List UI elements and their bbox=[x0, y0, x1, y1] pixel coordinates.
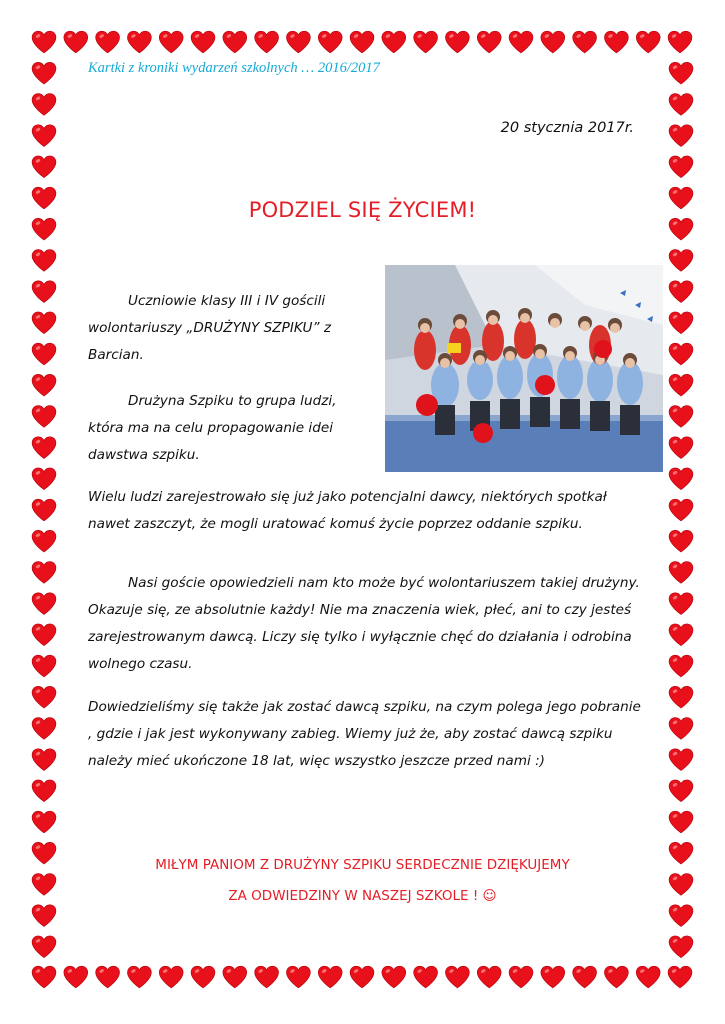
heart-icon bbox=[350, 31, 374, 53]
heart-icon bbox=[669, 156, 693, 178]
page-title: PODZIEL SIĘ ŻYCIEM! bbox=[248, 198, 477, 222]
group-photo bbox=[385, 265, 663, 472]
paragraph-5: Dowiedzieliśmy się także jak zostać dawcą szpiku, na czym polega jego pobranie , gdzie i jak jest wykonywany zabieg. Wiemy już że, aby zostać dawcą szpiku należy mieć ukończone 18 lat, więc wszystko jeszcze przed nami :) bbox=[88, 699, 641, 769]
heart-icon bbox=[669, 593, 693, 615]
heart-icon bbox=[669, 811, 693, 833]
heart-icon bbox=[669, 281, 693, 303]
heart-icon bbox=[669, 686, 693, 708]
heart-icon bbox=[64, 966, 88, 988]
heart-icon bbox=[669, 374, 693, 396]
heart-icon bbox=[191, 31, 215, 53]
heart-icon bbox=[32, 966, 56, 988]
heart-icon bbox=[669, 468, 693, 490]
heart-icon bbox=[669, 562, 693, 584]
heart-icon bbox=[541, 966, 565, 988]
heart-icon bbox=[32, 530, 56, 552]
closing-line-1: MIŁYM PANIOM Z DRUŻYNY SZPIKU SERDECZNIE DZIĘKUJEMY bbox=[155, 857, 570, 873]
heart-icon bbox=[32, 437, 56, 459]
heart-icon bbox=[32, 780, 56, 802]
heart-icon bbox=[32, 406, 56, 428]
heart-icon bbox=[669, 749, 693, 771]
heart-icon bbox=[223, 31, 247, 53]
heart-icon bbox=[414, 966, 438, 988]
heart-icon bbox=[32, 562, 56, 584]
heart-icon bbox=[350, 966, 374, 988]
heart-icon bbox=[669, 936, 693, 958]
heart-icon bbox=[669, 312, 693, 334]
heart-icon bbox=[255, 31, 279, 53]
heart-icon bbox=[32, 811, 56, 833]
paragraph-1: Uczniowie klasy III i IV gościli wolontariuszy „DRUŻYNY SZPIKU” z Barcian. bbox=[88, 293, 331, 363]
heart-icon bbox=[669, 718, 693, 740]
paragraph-2: Drużyna Szpiku to grupa ludzi, która ma na celu propagowanie idei dawstwa szpiku. bbox=[88, 393, 337, 463]
heart-icon bbox=[32, 374, 56, 396]
closing-thanks bbox=[0, 850, 725, 912]
heart-icon bbox=[414, 31, 438, 53]
heart-icon bbox=[669, 655, 693, 677]
heart-icon bbox=[191, 966, 215, 988]
heart-icon bbox=[669, 780, 693, 802]
heart-icon bbox=[636, 966, 660, 988]
heart-icon bbox=[669, 250, 693, 272]
heart-icon bbox=[669, 94, 693, 116]
heart-icon bbox=[509, 966, 533, 988]
heart-icon bbox=[32, 31, 56, 53]
heart-icon bbox=[32, 655, 56, 677]
heart-icon bbox=[32, 250, 56, 272]
heart-icon bbox=[668, 31, 692, 53]
date-line: 20 stycznia 2017r. bbox=[500, 120, 634, 136]
heart-icon bbox=[541, 31, 565, 53]
chronicle-header: Kartki z kroniki wydarzeń szkolnych … 2016/2017 bbox=[88, 60, 380, 76]
heart-icon bbox=[669, 62, 693, 84]
heart-icon bbox=[64, 31, 88, 53]
heart-icon bbox=[96, 31, 120, 53]
heart-icon bbox=[32, 624, 56, 646]
heart-icon bbox=[32, 718, 56, 740]
heart-icon bbox=[477, 31, 501, 53]
heart-icon bbox=[669, 437, 693, 459]
heart-icon bbox=[669, 125, 693, 147]
heart-icon bbox=[32, 62, 56, 84]
heart-icon bbox=[286, 31, 310, 53]
heart-icon bbox=[604, 966, 628, 988]
heart-icon bbox=[32, 343, 56, 365]
heart-icon bbox=[573, 31, 597, 53]
heart-icon bbox=[32, 686, 56, 708]
heart-icon bbox=[32, 468, 56, 490]
heart-icon bbox=[669, 530, 693, 552]
heart-icon bbox=[255, 966, 279, 988]
heart-icon bbox=[669, 406, 693, 428]
heart-icon bbox=[509, 31, 533, 53]
paragraph-4: Nasi goście opowiedzieli nam kto może być wolontariuszem takiej drużyny. Okazuje się, ze absolutnie każdy! Nie ma znaczenia wiek, płeć, ani to czy jesteś zarejestrowanym dawcą. Liczy się tylko i wyłącznie chęć do działania i odrobina wolnego czasu. bbox=[88, 575, 640, 672]
heart-icon bbox=[318, 31, 342, 53]
heart-icon bbox=[223, 966, 247, 988]
heart-icon bbox=[604, 31, 628, 53]
heart-icon bbox=[669, 499, 693, 521]
heart-icon bbox=[127, 966, 151, 988]
heart-icon bbox=[477, 966, 501, 988]
heart-icon bbox=[318, 966, 342, 988]
heart-icon bbox=[573, 966, 597, 988]
heart-icon bbox=[445, 31, 469, 53]
heart-icon bbox=[669, 343, 693, 365]
heart-icon bbox=[32, 281, 56, 303]
heart-icon bbox=[32, 593, 56, 615]
heart-icon bbox=[668, 966, 692, 988]
heart-icon bbox=[286, 966, 310, 988]
heart-icon bbox=[127, 31, 151, 53]
heart-icon bbox=[32, 94, 56, 116]
heart-icon bbox=[382, 966, 406, 988]
heart-icon bbox=[32, 156, 56, 178]
heart-icon bbox=[445, 966, 469, 988]
heart-icon bbox=[382, 31, 406, 53]
heart-icon bbox=[159, 31, 183, 53]
heart-icon bbox=[32, 125, 56, 147]
heart-icon bbox=[32, 499, 56, 521]
heart-icon bbox=[159, 966, 183, 988]
closing-line-2: ZA ODWIEDZINY W NASZEJ SZKOLE ! ☺ bbox=[228, 888, 497, 904]
heart-icon bbox=[636, 31, 660, 53]
heart-icon bbox=[96, 966, 120, 988]
heart-icon bbox=[32, 749, 56, 771]
heart-icon bbox=[32, 936, 56, 958]
heart-icon bbox=[669, 624, 693, 646]
heart-icon bbox=[32, 312, 56, 334]
paragraph-3: Wielu ludzi zarejestrowało się już jako potencjalni dawcy, niektórych spotkał nawet zaszczyt, że mogli uratować komuś życie poprzez oddanie szpiku. bbox=[88, 489, 607, 532]
